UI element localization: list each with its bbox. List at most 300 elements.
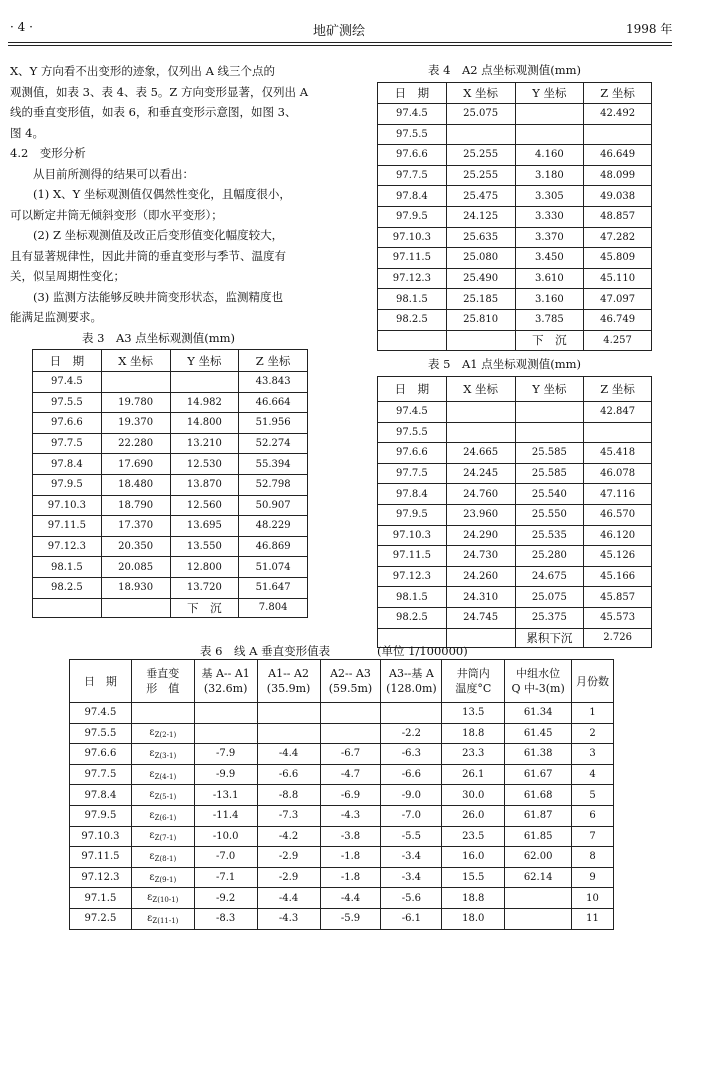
- epsilon-subscript: Z(8-1): [154, 854, 177, 863]
- column-header: [70, 660, 132, 703]
- table-cell: 19.780: [101, 392, 170, 413]
- table-cell: 97.8.4: [378, 484, 447, 505]
- table-cell: [257, 723, 320, 744]
- epsilon-cell: [131, 785, 194, 806]
- table-cell: -4.3: [320, 805, 381, 826]
- table-cell: 14.982: [170, 392, 239, 413]
- table-cell: 17.370: [101, 516, 170, 537]
- table-row: [378, 145, 652, 166]
- table-cell: 52.798: [239, 474, 308, 495]
- column-header: [442, 660, 505, 703]
- table-cell: 25.075: [515, 587, 584, 608]
- table-cell: 46.120: [584, 525, 652, 546]
- table-cell: -5.9: [320, 908, 381, 929]
- table-row: [378, 504, 652, 525]
- table-cell: -4.4: [320, 888, 381, 909]
- table-row: [33, 495, 308, 516]
- header-row: [70, 660, 614, 703]
- table-cell: 2: [572, 723, 614, 744]
- table-row: [378, 546, 652, 567]
- column-header: 日 期: [33, 350, 102, 372]
- table-cell: 46.078: [584, 463, 652, 484]
- table-cell: [515, 402, 584, 423]
- table-cell: 3.785: [515, 309, 584, 330]
- table-row: [378, 463, 652, 484]
- table-row: [378, 268, 652, 289]
- table-cell: 97.7.5: [70, 764, 132, 785]
- table-cell: 3.370: [515, 227, 584, 248]
- text-line: 线的垂直变形值，如表 6，和垂直变形示意图，如图 3、: [10, 105, 297, 119]
- header-rule-bottom: [8, 45, 672, 46]
- table-cell: -6.1: [381, 908, 442, 929]
- table-cell: 45.573: [584, 607, 652, 628]
- table-row: [378, 186, 652, 207]
- table-cell: 97.9.5: [378, 206, 447, 227]
- table-cell: [515, 124, 584, 145]
- table-row: [378, 402, 652, 423]
- table-cell: [170, 372, 239, 393]
- table-cell: 62.14: [505, 867, 572, 888]
- header-line: A3--基 A: [389, 667, 434, 680]
- table-cell: 12.530: [170, 454, 239, 475]
- table-cell: 26.0: [442, 805, 505, 826]
- column-header: 日 期: [378, 377, 447, 402]
- table-cell: -4.7: [320, 764, 381, 785]
- column-header: [320, 660, 381, 703]
- epsilon-subscript: Z(5-1): [154, 793, 177, 802]
- table-cell: -7.3: [257, 805, 320, 826]
- column-header: [381, 660, 442, 703]
- table-cell: [515, 422, 584, 443]
- table-cell: 25.585: [515, 443, 584, 464]
- table-row: [33, 577, 308, 598]
- table-cell: 25.185: [446, 289, 515, 310]
- table-cell: 23.5: [442, 826, 505, 847]
- table-cell: 25.550: [515, 504, 584, 525]
- page-number: · 4 ·: [10, 20, 33, 34]
- table-cell: 97.8.4: [33, 454, 102, 475]
- table-cell: 97.10.3: [70, 826, 132, 847]
- table-cell: 13.695: [170, 516, 239, 537]
- table-cell: 24.260: [446, 566, 515, 587]
- table-row: [33, 372, 308, 393]
- table-cell: 25.535: [515, 525, 584, 546]
- table-cell: 97.9.5: [33, 474, 102, 495]
- table-cell: 97.5.5: [33, 392, 102, 413]
- table-cell: -5.5: [381, 826, 442, 847]
- header-line: (128.0m): [386, 682, 437, 695]
- table-cell: 18.0: [442, 908, 505, 929]
- table-cell: [101, 598, 170, 617]
- table-row: [378, 484, 652, 505]
- header-line: 基 A-- A1: [201, 667, 250, 680]
- item2-line: (2) Z 坐标观测值及改正后变形值变化幅度较大，: [33, 228, 284, 242]
- table-cell: 23.3: [442, 744, 505, 765]
- header-line: 中组水位: [516, 667, 561, 680]
- table-cell: 97.6.6: [378, 145, 447, 166]
- column-header: [131, 660, 194, 703]
- item2-line: 且有显著规律性，因此井筒的垂直变形与季节、温度有: [10, 248, 286, 263]
- table-cell: 5: [572, 785, 614, 806]
- table6-unit: (单位 1/100000): [377, 644, 468, 658]
- table-cell: 24.745: [446, 607, 515, 628]
- table-cell: [378, 330, 447, 350]
- column-header: Y 坐标: [170, 350, 239, 372]
- table-row: [378, 309, 652, 330]
- epsilon-cell: [131, 867, 194, 888]
- epsilon-subscript: Z(2-1): [154, 731, 177, 740]
- epsilon-cell: [131, 764, 194, 785]
- header-line: A2-- A3: [330, 667, 371, 680]
- table-cell: 61.38: [505, 744, 572, 765]
- footer-label: 下 沉: [170, 598, 239, 617]
- table-cell: 20.350: [101, 536, 170, 557]
- table-cell: [584, 124, 652, 145]
- table-cell: 25.475: [446, 186, 515, 207]
- table-row: [378, 227, 652, 248]
- header-line: 温度°C: [455, 682, 492, 695]
- table-cell: 61.87: [505, 805, 572, 826]
- footer-label: 累积下沉: [515, 628, 584, 647]
- table-cell: 97.9.5: [70, 805, 132, 826]
- epsilon-symbol: ε: [149, 747, 155, 759]
- table-row: [70, 723, 614, 744]
- table-cell: 30.0: [442, 785, 505, 806]
- table-cell: 18.8: [442, 888, 505, 909]
- table-cell: 97.5.5: [378, 422, 447, 443]
- table-footer-row: [33, 598, 308, 617]
- table-row: [378, 124, 652, 145]
- table-cell: 97.7.5: [378, 165, 447, 186]
- table-cell: [446, 330, 515, 350]
- table-cell: 97.11.5: [378, 546, 447, 567]
- table-row: [33, 536, 308, 557]
- header-line: 垂直变: [146, 667, 180, 680]
- table-row: [378, 607, 652, 628]
- item1-line: 可以断定井筒无倾斜变形（即水平变形）；: [10, 207, 223, 222]
- text-line: X、Y 方向看不出变形的迹象，仅列出 A 线三个点的: [10, 64, 276, 78]
- header-rule-top: [8, 42, 672, 43]
- table-row: [378, 248, 652, 269]
- table-cell: 3.180: [515, 165, 584, 186]
- table-cell: 97.1.5: [70, 888, 132, 909]
- table-cell: [515, 104, 584, 125]
- table-cell: -2.2: [381, 723, 442, 744]
- table-cell: 23.960: [446, 504, 515, 525]
- table-cell: 13.550: [170, 536, 239, 557]
- table-cell: 97.12.3: [378, 566, 447, 587]
- table-cell: 97.6.6: [33, 413, 102, 434]
- header-line: 日 期: [83, 674, 117, 688]
- table-row: [70, 703, 614, 724]
- table-cell: 97.6.6: [378, 443, 447, 464]
- table-cell: 98.2.5: [33, 577, 102, 598]
- column-header: [194, 660, 257, 703]
- table-row: [378, 165, 652, 186]
- header-line: 井筒内: [456, 667, 490, 680]
- table-cell: 3.330: [515, 206, 584, 227]
- table-cell: -4.4: [257, 888, 320, 909]
- table-cell: -7.0: [194, 847, 257, 868]
- table-cell: -13.1: [194, 785, 257, 806]
- table-cell: 97.12.3: [33, 536, 102, 557]
- table-cell: 47.097: [584, 289, 652, 310]
- table-row: [33, 392, 308, 413]
- table-row: [378, 206, 652, 227]
- item1-line: (1) X、Y 坐标观测值仅偶然性变化，且幅度很小，: [33, 187, 291, 201]
- table-cell: 6: [572, 805, 614, 826]
- table-cell: 24.760: [446, 484, 515, 505]
- table-cell: 97.8.4: [70, 785, 132, 806]
- table-cell: 97.7.5: [33, 433, 102, 454]
- footer-value: 7.804: [239, 598, 308, 617]
- table-cell: -11.4: [194, 805, 257, 826]
- epsilon-cell: [131, 805, 194, 826]
- table-cell: 45.110: [584, 268, 652, 289]
- table-cell: [320, 723, 381, 744]
- epsilon-cell: [131, 723, 194, 744]
- table-cell: -1.8: [320, 867, 381, 888]
- table-cell: 98.2.5: [378, 309, 447, 330]
- column-header: [257, 660, 320, 703]
- table-cell: [584, 422, 652, 443]
- table-cell: 61.34: [505, 703, 572, 724]
- table4-caption: 表 4 A2 点坐标观测值(mm): [428, 63, 582, 77]
- table-cell: 97.9.5: [378, 504, 447, 525]
- column-header: Y 坐标: [515, 83, 584, 104]
- table-cell: 18.790: [101, 495, 170, 516]
- table-row: [33, 433, 308, 454]
- table-cell: -3.8: [320, 826, 381, 847]
- table-cell: 16.0: [442, 847, 505, 868]
- table-cell: -9.0: [381, 785, 442, 806]
- table-cell: [446, 124, 515, 145]
- text-line: 观测值，如表 3、表 4、表 5。Z 方向变形显著，仅列出 A: [10, 84, 309, 99]
- column-header: Z 坐标: [239, 350, 308, 372]
- epsilon-subscript: Z(6-1): [154, 813, 177, 822]
- table-cell: 25.080: [446, 248, 515, 269]
- journal-title: 地矿测绘: [313, 24, 366, 39]
- table-cell: 25.255: [446, 145, 515, 166]
- table-row: [33, 413, 308, 434]
- table-cell: 7: [572, 826, 614, 847]
- epsilon-cell: [131, 744, 194, 765]
- table-cell: -6.6: [381, 764, 442, 785]
- table-cell: 13.720: [170, 577, 239, 598]
- table-cell: 98.2.5: [378, 607, 447, 628]
- footer-value: 4.257: [584, 330, 652, 350]
- column-header: X 坐标: [446, 377, 515, 402]
- table-cell: -2.9: [257, 847, 320, 868]
- table-cell: 97.12.3: [70, 867, 132, 888]
- table-cell: 97.4.5: [70, 703, 132, 724]
- epsilon-symbol: ε: [149, 768, 155, 780]
- table-cell: -6.7: [320, 744, 381, 765]
- table-cell: -2.9: [257, 867, 320, 888]
- header-row: [378, 377, 652, 402]
- table-cell: 3.450: [515, 248, 584, 269]
- table-cell: 25.255: [446, 165, 515, 186]
- table-cell: 50.907: [239, 495, 308, 516]
- header-year: 1998 年: [626, 22, 673, 36]
- table-cell: [381, 703, 442, 724]
- column-header: Z 坐标: [584, 377, 652, 402]
- table-cell: -3.4: [381, 847, 442, 868]
- table-cell: -6.3: [381, 744, 442, 765]
- table-cell: [33, 598, 102, 617]
- table-cell: 3.610: [515, 268, 584, 289]
- table-row: [70, 764, 614, 785]
- table-row: [33, 474, 308, 495]
- table-cell: -8.3: [194, 908, 257, 929]
- table-cell: 3: [572, 744, 614, 765]
- table-cell: 97.10.3: [33, 495, 102, 516]
- table-footer-row: [378, 330, 652, 350]
- table-cell: 46.570: [584, 504, 652, 525]
- table-cell: [257, 703, 320, 724]
- table-cell: 51.074: [239, 557, 308, 578]
- table-cell: 25.635: [446, 227, 515, 248]
- table-cell: 98.1.5: [378, 587, 447, 608]
- table-cell: 47.116: [584, 484, 652, 505]
- table-cell: 25.075: [446, 104, 515, 125]
- table-cell: 48.857: [584, 206, 652, 227]
- table-cell: [446, 422, 515, 443]
- table4: [377, 82, 652, 351]
- table-cell: [194, 723, 257, 744]
- table-cell: 97.4.5: [33, 372, 102, 393]
- table-cell: 46.869: [239, 536, 308, 557]
- table-cell: -8.8: [257, 785, 320, 806]
- table-cell: 17.690: [101, 454, 170, 475]
- epsilon-cell: [131, 908, 194, 929]
- epsilon-subscript: Z(11-1): [152, 916, 179, 925]
- table-cell: -3.4: [381, 867, 442, 888]
- epsilon-symbol: ε: [149, 850, 155, 862]
- table-cell: 46.649: [584, 145, 652, 166]
- table-cell: -7.9: [194, 744, 257, 765]
- table-cell: -6.6: [257, 764, 320, 785]
- table5: [377, 376, 652, 648]
- table-cell: 97.10.3: [378, 525, 447, 546]
- header-line: (59.5m): [328, 682, 373, 695]
- table-cell: 18.930: [101, 577, 170, 598]
- epsilon-subscript: Z(10-1): [152, 896, 179, 905]
- table-cell: 49.038: [584, 186, 652, 207]
- table5-caption: 表 5 A1 点坐标观测值(mm): [428, 357, 582, 371]
- table-cell: [505, 908, 572, 929]
- table-cell: -6.9: [320, 785, 381, 806]
- table-cell: 24.290: [446, 525, 515, 546]
- table-cell: 8: [572, 847, 614, 868]
- table-row: [378, 104, 652, 125]
- table-cell: 25.375: [515, 607, 584, 628]
- column-header: 日 期: [378, 83, 447, 104]
- table-cell: -10.0: [194, 826, 257, 847]
- table-cell: 98.1.5: [378, 289, 447, 310]
- table-cell: 47.282: [584, 227, 652, 248]
- table-cell: 24.245: [446, 463, 515, 484]
- table-cell: 97.6.6: [70, 744, 132, 765]
- header-line: 形 值: [146, 682, 180, 695]
- table-cell: 61.67: [505, 764, 572, 785]
- table-row: [70, 867, 614, 888]
- table-row: [70, 826, 614, 847]
- epsilon-symbol: ε: [149, 789, 155, 801]
- table-cell: 24.125: [446, 206, 515, 227]
- table-cell: 25.810: [446, 309, 515, 330]
- table-cell: 18.480: [101, 474, 170, 495]
- epsilon-subscript: Z(4-1): [154, 772, 177, 781]
- column-header: X 坐标: [101, 350, 170, 372]
- table-cell: 25.280: [515, 546, 584, 567]
- table-cell: 45.418: [584, 443, 652, 464]
- table-cell: 25.585: [515, 463, 584, 484]
- table-cell: -4.3: [257, 908, 320, 929]
- header-row: [378, 83, 652, 104]
- table-row: [378, 587, 652, 608]
- item3-line: (3) 监测方法能够反映井筒变形状态，监测精度也: [33, 289, 283, 304]
- table-cell: 43.843: [239, 372, 308, 393]
- epsilon-symbol: ε: [149, 809, 155, 821]
- column-header: Z 坐标: [584, 83, 652, 104]
- text-line: 图 4。: [10, 125, 44, 140]
- table-cell: 25.490: [446, 268, 515, 289]
- table-cell: [194, 703, 257, 724]
- table-row: [70, 888, 614, 909]
- table-cell: 13.870: [170, 474, 239, 495]
- footer-label: 下 沉: [515, 330, 584, 350]
- table-cell: 45.166: [584, 566, 652, 587]
- table-row: [70, 805, 614, 826]
- table6: [69, 659, 614, 930]
- table-cell: 46.664: [239, 392, 308, 413]
- table-row: [33, 454, 308, 475]
- table-cell: 4: [572, 764, 614, 785]
- table-row: [70, 744, 614, 765]
- table-cell: 97.5.5: [70, 723, 132, 744]
- epsilon-symbol: ε: [147, 892, 153, 904]
- table-cell: -5.6: [381, 888, 442, 909]
- table-cell: 97.12.3: [378, 268, 447, 289]
- table-cell: 20.085: [101, 557, 170, 578]
- table-cell: 12.560: [170, 495, 239, 516]
- table-cell: 48.229: [239, 516, 308, 537]
- table-cell: 19.370: [101, 413, 170, 434]
- table-cell: 14.800: [170, 413, 239, 434]
- table-row: [70, 908, 614, 929]
- table-cell: 46.749: [584, 309, 652, 330]
- table-cell: 97.10.3: [378, 227, 447, 248]
- header-line: (32.6m): [203, 682, 248, 695]
- table-cell: 97.8.4: [378, 186, 447, 207]
- table-cell: 26.1: [442, 764, 505, 785]
- table-cell: -7.1: [194, 867, 257, 888]
- table-row: [33, 516, 308, 537]
- footer-value: 2.726: [584, 628, 652, 647]
- header-line: A1-- A2: [268, 667, 309, 680]
- epsilon-subscript: Z(3-1): [154, 751, 177, 760]
- table-cell: 52.274: [239, 433, 308, 454]
- item3-line: 能满足监测要求。: [10, 310, 102, 324]
- table-cell: -1.8: [320, 847, 381, 868]
- table-cell: 18.8: [442, 723, 505, 744]
- header-row: [33, 350, 308, 372]
- table-cell: 4.160: [515, 145, 584, 166]
- table-cell: -9.2: [194, 888, 257, 909]
- table-cell: 25.540: [515, 484, 584, 505]
- column-header: [505, 660, 572, 703]
